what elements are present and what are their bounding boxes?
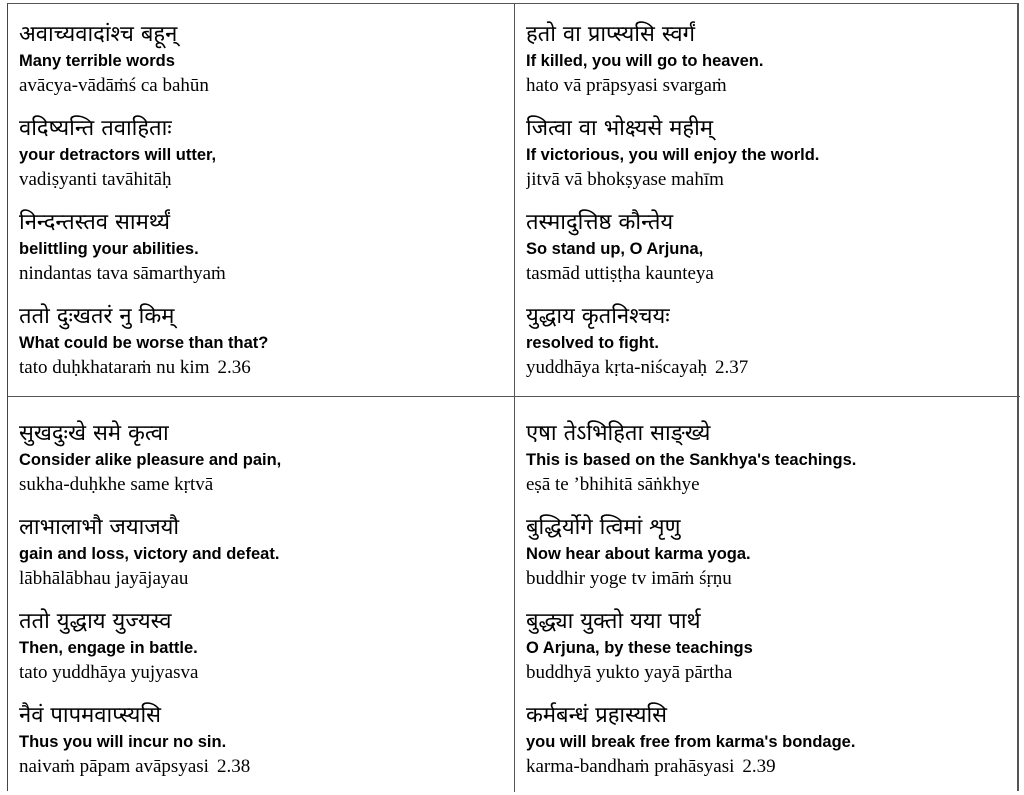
english-translation: So stand up, O Arjuna, bbox=[526, 240, 704, 258]
transliteration: nindantas tava sāmarthyaṁ bbox=[19, 263, 226, 284]
sanskrit-text: निन्दन्तस्तव सामर्थ्यं bbox=[19, 210, 171, 235]
sanskrit-text: ततो दुःखतरं नु किम् bbox=[19, 304, 175, 329]
transliteration bbox=[526, 754, 1010, 779]
transliteration: vadiṣyanti tavāhitāḥ bbox=[19, 169, 172, 190]
sanskrit-text: ततो युद्धाय युज्यस्व bbox=[19, 609, 172, 634]
sanskrit-text: एषा तेऽभिहिता साङ्ख्ये bbox=[526, 421, 711, 446]
verse-line bbox=[19, 419, 504, 513]
sanskrit-text: जित्वा वा भोक्ष्यसे महीम् bbox=[526, 116, 713, 141]
verse-line bbox=[19, 114, 504, 208]
verse-line bbox=[19, 20, 504, 114]
verse-line bbox=[526, 208, 1010, 302]
transliteration-text: karma-bandhaṁ prahāsyasi bbox=[526, 756, 735, 777]
english-translation: gain and loss, victory and defeat. bbox=[19, 545, 280, 563]
verse-number: 2.38 bbox=[216, 756, 251, 777]
english-translation: Now hear about karma yoga. bbox=[526, 545, 751, 563]
sanskrit-text: अवाच्यवादांश्च बहून् bbox=[19, 22, 178, 47]
verse-line bbox=[526, 419, 1010, 513]
verse-line bbox=[526, 607, 1010, 701]
transliteration: tato yuddhāya yujyasva bbox=[19, 662, 199, 683]
transliteration: buddhyā yukto yayā pārtha bbox=[526, 662, 733, 683]
english-translation: resolved to fight. bbox=[526, 334, 659, 352]
transliteration: tasmād uttiṣṭha kaunteya bbox=[526, 263, 714, 284]
transliteration bbox=[526, 355, 1010, 380]
english-translation: belittling your abilities. bbox=[19, 240, 199, 258]
transliteration bbox=[19, 355, 504, 380]
english-translation: Many terrible words bbox=[19, 52, 175, 70]
english-translation: your detractors will utter, bbox=[19, 146, 217, 164]
transliteration: jitvā vā bhokṣyase mahīm bbox=[526, 169, 724, 190]
english-translation: Then, engage in battle. bbox=[19, 639, 198, 657]
sanskrit-text: हतो वा प्राप्स्यसि स्वर्गं bbox=[526, 22, 696, 47]
transliteration: sukha-duḥkhe same kṛtvā bbox=[19, 474, 214, 495]
sanskrit-text: लाभालाभौ जयाजयौ bbox=[19, 515, 180, 540]
sanskrit-text: युद्धाय कृतनिश्चयः bbox=[526, 304, 670, 329]
transliteration: lābhālābhau jayājayau bbox=[19, 568, 189, 589]
sanskrit-text: बुद्ध्या युक्तो यया पार्थ bbox=[526, 609, 701, 634]
verse-line bbox=[526, 114, 1010, 208]
verse-cell-2-39 bbox=[515, 397, 1020, 792]
verse-line bbox=[19, 607, 504, 701]
verse-number: 2.39 bbox=[742, 756, 776, 777]
english-translation: you will break free from karma's bondage. bbox=[526, 733, 856, 751]
transliteration-text: yuddhāya kṛta-niścayaḥ bbox=[526, 357, 707, 378]
transliteration: hato vā prāpsyasi svargaṁ bbox=[526, 75, 727, 96]
transliteration: eṣā te ’bhihitā sāṅkhye bbox=[526, 474, 700, 495]
english-translation: This is based on the Sankhya's teachings. bbox=[526, 451, 857, 469]
verse-cell-2-37 bbox=[515, 4, 1020, 397]
verse-line bbox=[526, 513, 1010, 607]
sanskrit-text: वदिष्यन्ति तवाहिताः bbox=[19, 116, 172, 141]
sanskrit-text: बुद्धिर्योगे त्विमां शृणु bbox=[526, 515, 681, 540]
transliteration: buddhir yoge tv imāṁ śṛṇu bbox=[526, 568, 732, 589]
verse-number: 2.36 bbox=[217, 357, 251, 378]
verse-line bbox=[526, 20, 1010, 114]
verse-line bbox=[526, 302, 1010, 396]
verse-number: 2.37 bbox=[714, 357, 749, 378]
sanskrit-text: नैवं पापमवाप्स्यसि bbox=[19, 703, 162, 728]
english-translation: If victorious, you will enjoy the world. bbox=[526, 146, 820, 164]
verse-line bbox=[19, 302, 504, 396]
transliteration bbox=[19, 754, 504, 779]
verse-line bbox=[19, 208, 504, 302]
transliteration-text: naivaṁ pāpam avāpsyasi bbox=[19, 756, 209, 777]
sanskrit-text: कर्मबन्धं प्रहास्यसि bbox=[526, 703, 668, 728]
verse-cell-2-36 bbox=[8, 4, 515, 397]
sanskrit-text: सुखदुःखे समे कृत्वा bbox=[19, 421, 169, 446]
english-translation: If killed, you will go to heaven. bbox=[526, 52, 764, 70]
transliteration-text: tato duḥkhataraṁ nu kim bbox=[19, 357, 210, 378]
sanskrit-text: तस्मादुत्तिष्ठ कौन्तेय bbox=[526, 210, 674, 235]
english-translation: Consider alike pleasure and pain, bbox=[19, 451, 282, 469]
english-translation: What could be worse than that? bbox=[19, 334, 269, 352]
verse-line bbox=[526, 701, 1010, 795]
english-translation: O Arjuna, by these teachings bbox=[526, 639, 753, 657]
verse-line bbox=[19, 513, 504, 607]
transliteration: avācya-vādāṁś ca bahūn bbox=[19, 75, 209, 96]
verse-cell-2-38 bbox=[8, 397, 515, 792]
verse-grid bbox=[7, 3, 1019, 791]
english-translation: Thus you will incur no sin. bbox=[19, 733, 227, 751]
verse-line bbox=[19, 701, 504, 795]
